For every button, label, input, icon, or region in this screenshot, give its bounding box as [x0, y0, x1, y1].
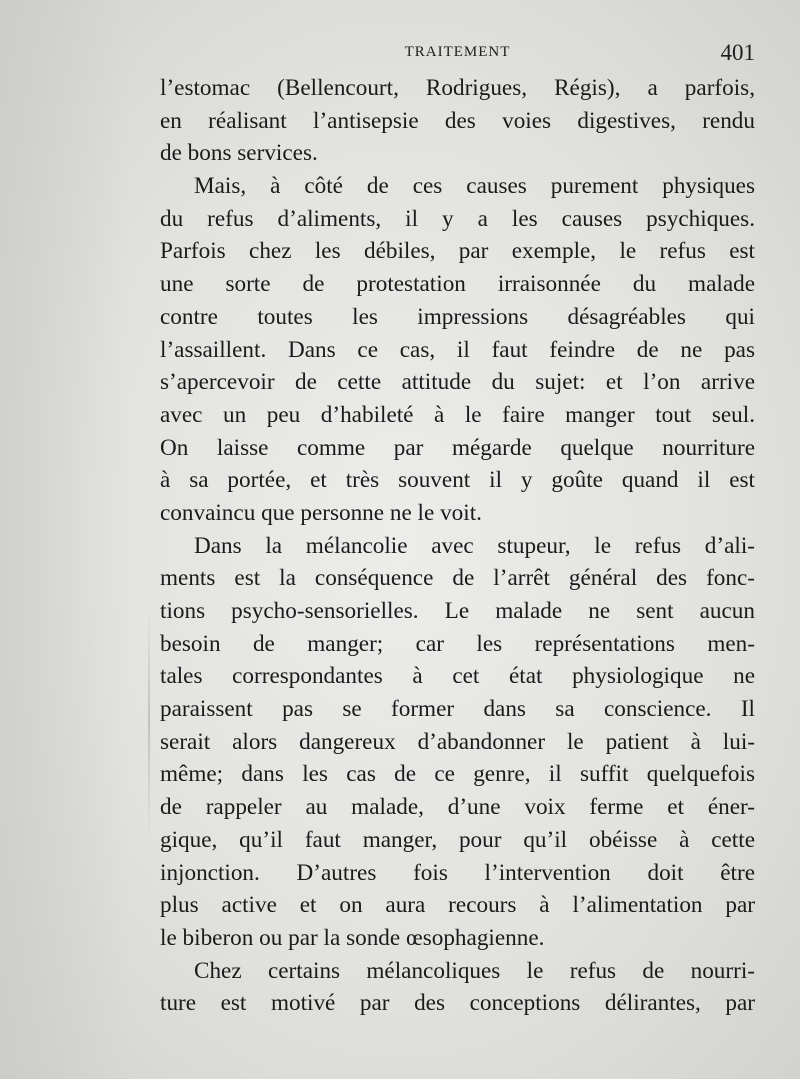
text-line: Dans la mélancolie avec stupeur, le refus d’ali-	[194, 532, 755, 559]
text-line: ments est la conséquence de l’arrêt général des fonc-	[160, 565, 755, 592]
text-line: convaincu que personne ne le voit.	[160, 499, 482, 526]
text-line: Chez certains mélancoliques le refus de nourri-	[194, 957, 755, 984]
text-line: ture est motivé par des conceptions délirantes, par	[160, 990, 755, 1017]
text-line: en réalisant l’antisepsie des voies digestives, rendu	[160, 107, 755, 134]
text-line: On laisse comme par mégarde quelque nourriture	[160, 434, 755, 461]
text-line: gique, qu’il faut manger, pour qu’il obéisse à cette	[160, 826, 755, 853]
text-line: de rappeler au malade, d’une voix ferme et éner-	[160, 794, 755, 821]
page-number: 401	[720, 40, 755, 65]
text-line: contre toutes les impressions désagréables qui	[160, 303, 755, 330]
text-line: Parfois chez les débiles, par exemple, le refus est	[160, 238, 755, 265]
text-line: injonction. D’autres fois l’intervention doit être	[160, 859, 755, 886]
text-line: Mais, à côté de ces causes purement physiques	[194, 173, 755, 200]
margin-pencil-mark	[148, 605, 150, 840]
running-title: TRAITEMENT	[404, 44, 511, 60]
text-line: avec un peu d’habileté à le faire manger tout seul.	[160, 401, 755, 428]
text-line: s’apercevoir de cette attitude du sujet: et l’on arrive	[160, 369, 755, 396]
text-line: le biberon ou par la sonde œsophagienne.	[160, 924, 545, 951]
text-line: l’estomac (Bellencourt, Rodrigues, Régis), a parfois,	[160, 75, 755, 101]
text-line: même; dans les cas de ce genre, il suffit quelquefois	[160, 761, 755, 788]
page-header	[160, 42, 755, 70]
text-line: à sa portée, et très souvent il y goûte quand il est	[160, 467, 755, 494]
text-line: tions psycho-sensorielles. Le malade ne sent aucun	[160, 598, 755, 624]
text-line: plus active et on aura recours à l’alimentation par	[160, 892, 755, 919]
body-text	[160, 72, 755, 1020]
text-line: du refus d’aliments, il y a les causes psychiques.	[160, 205, 755, 232]
text-line: de bons services.	[160, 140, 318, 167]
text-line: tales correspondantes à cet état physiologique ne	[160, 663, 755, 690]
text-line: paraissent pas se former dans sa conscience. Il	[160, 696, 755, 723]
text-line: serait alors dangereux d’abandonner le patient à lui-	[160, 728, 755, 755]
text-line: une sorte de protestation irraisonnée du malade	[160, 271, 755, 298]
text-line: l’assaillent. Dans ce cas, il faut feindre de ne pas	[160, 336, 755, 363]
text-line: besoin de manger; car les représentations men-	[160, 630, 755, 657]
